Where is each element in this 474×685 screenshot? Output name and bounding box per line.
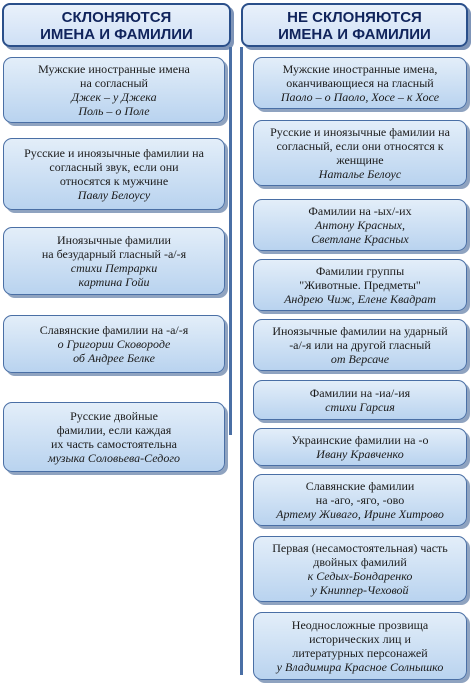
left-item-2-text: Русские и иноязычные фамилии на: [24, 146, 204, 160]
right-item-6: [253, 380, 467, 420]
left-item-2: [3, 138, 225, 210]
right-item-8-text: Славянские фамилии: [305, 479, 415, 493]
right-item-6-example: стихи Гарсия: [325, 400, 395, 414]
right-item-10-example: у Владимира Красное Солнышко: [276, 660, 444, 674]
right-item-7: [253, 428, 467, 466]
right-header-line-1: НЕ СКЛОНЯЮТСЯ: [287, 9, 422, 26]
left-item-4-example: о Григории Сковороде: [57, 337, 171, 351]
right-item-10: [253, 612, 467, 680]
left-item-1-text: Мужские иностранные имена: [38, 62, 190, 76]
right-item-4-text: "Животные. Предметы": [299, 278, 421, 292]
right-item-1-text: оканчивающиеся на гласный: [286, 76, 434, 90]
left-item-3: [3, 227, 225, 295]
right-item-9-text: двойных фамилий: [313, 555, 407, 569]
left-item-3-example: стихи Петрарки: [70, 261, 158, 275]
left-item-2-example: Павлу Белоусу: [77, 188, 151, 202]
left-item-5-text: Русские двойные: [70, 409, 158, 423]
left-item-1-example: Джек – у Джека: [71, 90, 157, 104]
left-item-2-text: относятся к мужчине: [59, 174, 169, 188]
right-item-10-text: литературных персонажей: [292, 646, 428, 660]
right-item-1-text: Мужские иностранные имена,: [282, 62, 438, 76]
left-item-5-example: музыка Соловьева-Седого: [47, 451, 181, 465]
right-item-9-text: Первая (несамостоятельная) часть: [272, 541, 448, 555]
left-header-line-2: ИМЕНА И ФАМИЛИИ: [40, 26, 193, 43]
left-connector-line: [229, 47, 232, 435]
right-item-3-example: Антону Красных,: [315, 218, 405, 232]
right-item-5-example: от Версаче: [330, 352, 390, 366]
left-item-4-example: об Андрее Белке: [73, 351, 155, 365]
right-item-8-text: на -аго, -яго, -ово: [315, 493, 405, 507]
right-item-9: [253, 536, 467, 602]
right-item-2-text: женщине: [336, 153, 384, 167]
left-header: [2, 3, 231, 47]
left-item-3-example: картина Гойи: [78, 275, 150, 289]
right-item-6-text: Фамилии на -иа/-ия: [309, 386, 411, 400]
right-item-1: [253, 57, 467, 109]
right-item-10-text: исторических лиц и: [309, 632, 411, 646]
left-item-2-text: согласный звук, если они: [49, 160, 179, 174]
right-item-9-example: к Седых-Бондаренко: [307, 569, 413, 583]
right-item-5-text: Иноязычные фамилии на ударный: [272, 324, 448, 338]
right-item-9-example: у Книппер-Чеховой: [311, 583, 409, 597]
right-item-4-text: Фамилии группы: [315, 264, 405, 278]
left-item-3-text: на безударный гласный -а/-я: [41, 247, 187, 261]
left-item-1: [3, 57, 225, 123]
right-item-2: [253, 120, 467, 186]
right-item-4-example: Андрею Чиж, Елене Квадрат: [284, 292, 436, 306]
left-item-5-text: фамилии, если каждая: [56, 423, 172, 437]
left-item-3-text: Иноязычные фамилии: [57, 233, 171, 247]
right-item-1-example: Паоло – о Паоло, Хосе – к Хосе: [280, 90, 440, 104]
right-item-8-example: Артему Живаго, Ирине Хитрово: [276, 507, 444, 521]
right-header-line-2: ИМЕНА И ФАМИЛИИ: [278, 26, 431, 43]
right-item-4: [253, 259, 467, 311]
right-item-10-text: Неодносложные прозвища: [291, 618, 429, 632]
right-item-2-example: Наталье Белоус: [318, 167, 402, 181]
right-item-8: [253, 474, 467, 526]
right-item-3-example: Светлане Красных: [311, 232, 409, 246]
right-item-3-text: Фамилии на -ых/-их: [308, 204, 412, 218]
right-item-2-text: согласный, если они относятся к: [276, 139, 444, 153]
left-item-5: [3, 402, 225, 472]
left-item-4-text: Славянские фамилии на -а/-я: [39, 323, 189, 337]
right-item-3: [253, 199, 467, 251]
right-header: [241, 3, 468, 47]
right-item-2-text: Русские и иноязычные фамилии на: [270, 125, 450, 139]
left-item-1-text: на согласный: [80, 76, 148, 90]
left-item-4: [3, 315, 225, 373]
right-item-5-text: -а/-я или на другой гласный: [289, 338, 431, 352]
left-item-5-text: их часть самостоятельна: [51, 437, 177, 451]
right-item-7-example: Ивану Кравченко: [316, 447, 404, 461]
left-header-line-1: СКЛОНЯЮТСЯ: [61, 9, 172, 26]
left-item-1-example: Поль – о Поле: [78, 104, 150, 118]
right-connector-line: [240, 47, 243, 675]
right-item-7-text: Украинские фамилии на -о: [291, 433, 429, 447]
right-item-5: [253, 319, 467, 371]
